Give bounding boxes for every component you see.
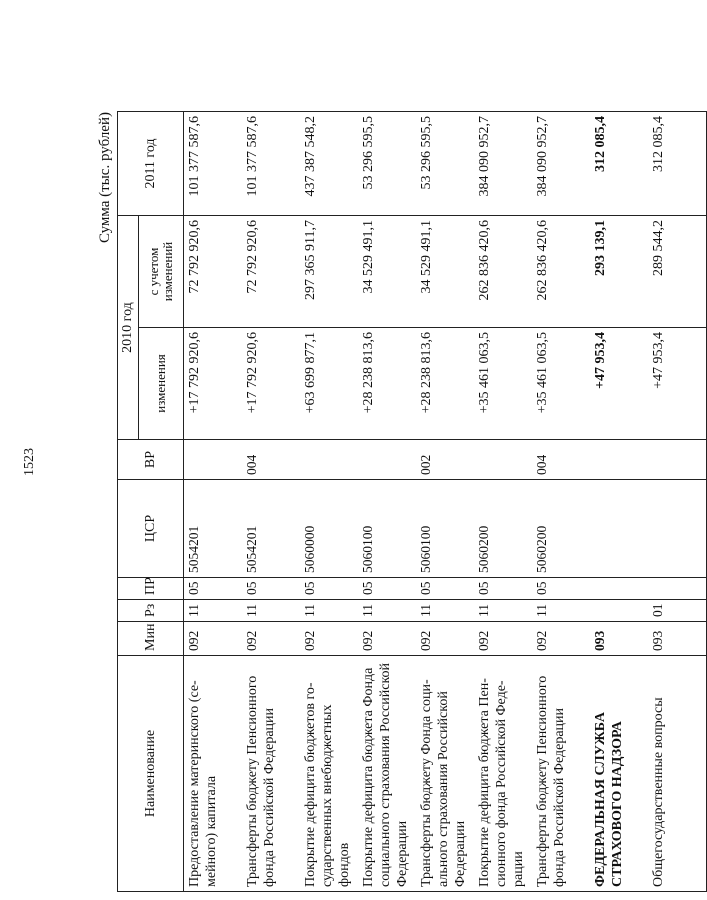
row-2011: 312 085,4 xyxy=(590,112,648,216)
row-vr xyxy=(590,440,648,480)
row-rz xyxy=(590,600,648,622)
row-with-changes: 72 792 920,6 xyxy=(184,216,243,328)
rotated-page xyxy=(95,112,666,892)
row-name: ФЕДЕРАЛЬНАЯ СЛУЖБА СТРАХОВОГО НАДЗОРА xyxy=(590,656,648,892)
table-row xyxy=(648,112,707,892)
row-with-changes: 289 544,2 xyxy=(648,216,707,328)
row-with-changes: 34 529 491,1 xyxy=(416,216,474,328)
row-changes: +35 461 063,5 xyxy=(474,328,532,440)
row-changes: +28 238 813,6 xyxy=(416,328,474,440)
row-changes: +47 953,4 xyxy=(590,328,648,440)
row-pr: 05 xyxy=(242,578,300,600)
row-vr xyxy=(358,440,416,480)
row-with-changes: 262 836 420,6 xyxy=(532,216,590,328)
header-year-2010: 2010 год xyxy=(118,216,139,440)
header-changes: изменения xyxy=(139,328,184,440)
table-row xyxy=(358,112,416,892)
row-changes: +63 699 877,1 xyxy=(300,328,358,440)
row-with-changes: 262 836 420,6 xyxy=(474,216,532,328)
row-name: Общегосударственные вопросы xyxy=(648,656,707,892)
row-name: Предоставление материнского (семейного) капитала xyxy=(184,656,243,892)
row-csr xyxy=(648,480,707,578)
row-rz: 11 xyxy=(532,600,590,622)
row-rz: 11 xyxy=(184,600,243,622)
row-vr xyxy=(184,440,243,480)
row-name: Трансферты бюджету Пенсионного фонда Российской Федерации xyxy=(532,656,590,892)
row-with-changes: 293 139,1 xyxy=(590,216,648,328)
row-vr: 004 xyxy=(242,440,300,480)
row-min: 092 xyxy=(184,622,243,656)
row-name: Покрытие дефицита бюджетов государственных внебюджетных фондов xyxy=(300,656,358,892)
row-with-changes: 72 792 920,6 xyxy=(242,216,300,328)
row-csr: 5060100 xyxy=(416,480,474,578)
header-csr: ЦСР xyxy=(118,480,184,578)
row-vr: 004 xyxy=(532,440,590,480)
row-vr xyxy=(474,440,532,480)
header-name: Наименование xyxy=(118,656,184,892)
row-pr: 05 xyxy=(416,578,474,600)
row-name: Покрытие дефицита бюджета Фонда социального страхования Российской Федерации xyxy=(358,656,416,892)
row-csr: 5060200 xyxy=(532,480,590,578)
row-min: 092 xyxy=(300,622,358,656)
page-number xyxy=(18,12,42,888)
row-min: 093 xyxy=(590,622,648,656)
row-min: 092 xyxy=(358,622,416,656)
table-row xyxy=(474,112,532,892)
row-rz: 11 xyxy=(300,600,358,622)
row-2011: 384 090 952,7 xyxy=(532,112,590,216)
row-csr: 5060000 xyxy=(300,480,358,578)
row-pr xyxy=(590,578,648,600)
table-row xyxy=(242,112,300,892)
table-row xyxy=(590,112,648,892)
row-changes: +17 792 920,6 xyxy=(242,328,300,440)
table-row xyxy=(416,112,474,892)
row-changes: +35 461 063,5 xyxy=(532,328,590,440)
row-vr xyxy=(648,440,707,480)
row-csr: 5054201 xyxy=(242,480,300,578)
row-pr: 05 xyxy=(532,578,590,600)
row-name: Покрытие дефицита бюджета Пенсионного фонда Российской Федерации xyxy=(474,656,532,892)
row-2011: 101 377 587,6 xyxy=(242,112,300,216)
row-pr: 05 xyxy=(474,578,532,600)
row-rz: 11 xyxy=(416,600,474,622)
unit-note: Сумма (тыс. рублей) xyxy=(97,112,113,244)
row-csr: 5054201 xyxy=(184,480,243,578)
row-2011: 437 387 548,2 xyxy=(300,112,358,216)
row-rz: 11 xyxy=(358,600,416,622)
row-2011: 384 090 952,7 xyxy=(474,112,532,216)
row-2011: 53 296 595,5 xyxy=(358,112,416,216)
table-row xyxy=(532,112,590,892)
row-changes: +47 953,4 xyxy=(648,328,707,440)
table-row xyxy=(300,112,358,892)
row-pr: 05 xyxy=(184,578,243,600)
budget-table xyxy=(117,111,707,892)
row-rz: 01 xyxy=(648,600,707,622)
row-min: 092 xyxy=(416,622,474,656)
row-pr: 05 xyxy=(300,578,358,600)
row-with-changes: 34 529 491,1 xyxy=(358,216,416,328)
row-2011: 312 085,4 xyxy=(648,112,707,216)
header-vr: ВР xyxy=(118,440,184,480)
header-pr: ПР xyxy=(118,578,184,600)
row-name: Трансферты бюджету Пенсионного фонда Российской Федерации xyxy=(242,656,300,892)
header-with-changes: с учетом изменений xyxy=(139,216,184,328)
row-min: 092 xyxy=(532,622,590,656)
row-changes: +28 238 813,6 xyxy=(358,328,416,440)
row-csr: 5060200 xyxy=(474,480,532,578)
header-year-2011: 2011 год xyxy=(118,112,184,216)
row-csr: 5060100 xyxy=(358,480,416,578)
row-2011: 101 377 587,6 xyxy=(184,112,243,216)
row-min: 092 xyxy=(474,622,532,656)
page-number-text: 1523 xyxy=(22,448,37,476)
row-vr xyxy=(300,440,358,480)
row-pr: 05 xyxy=(358,578,416,600)
row-rz: 11 xyxy=(474,600,532,622)
header-min: Мин xyxy=(118,622,184,656)
row-min: 093 xyxy=(648,622,707,656)
row-csr xyxy=(590,480,648,578)
row-vr: 002 xyxy=(416,440,474,480)
header-rz: Рз xyxy=(118,600,184,622)
row-rz: 11 xyxy=(242,600,300,622)
row-name: Трансферты бюджету Фонда социального страхования Российской Федерации xyxy=(416,656,474,892)
row-with-changes: 297 365 911,7 xyxy=(300,216,358,328)
table-row xyxy=(184,112,243,892)
row-min: 092 xyxy=(242,622,300,656)
row-2011: 53 296 595,5 xyxy=(416,112,474,216)
row-pr xyxy=(648,578,707,600)
row-changes: +17 792 920,6 xyxy=(184,328,243,440)
